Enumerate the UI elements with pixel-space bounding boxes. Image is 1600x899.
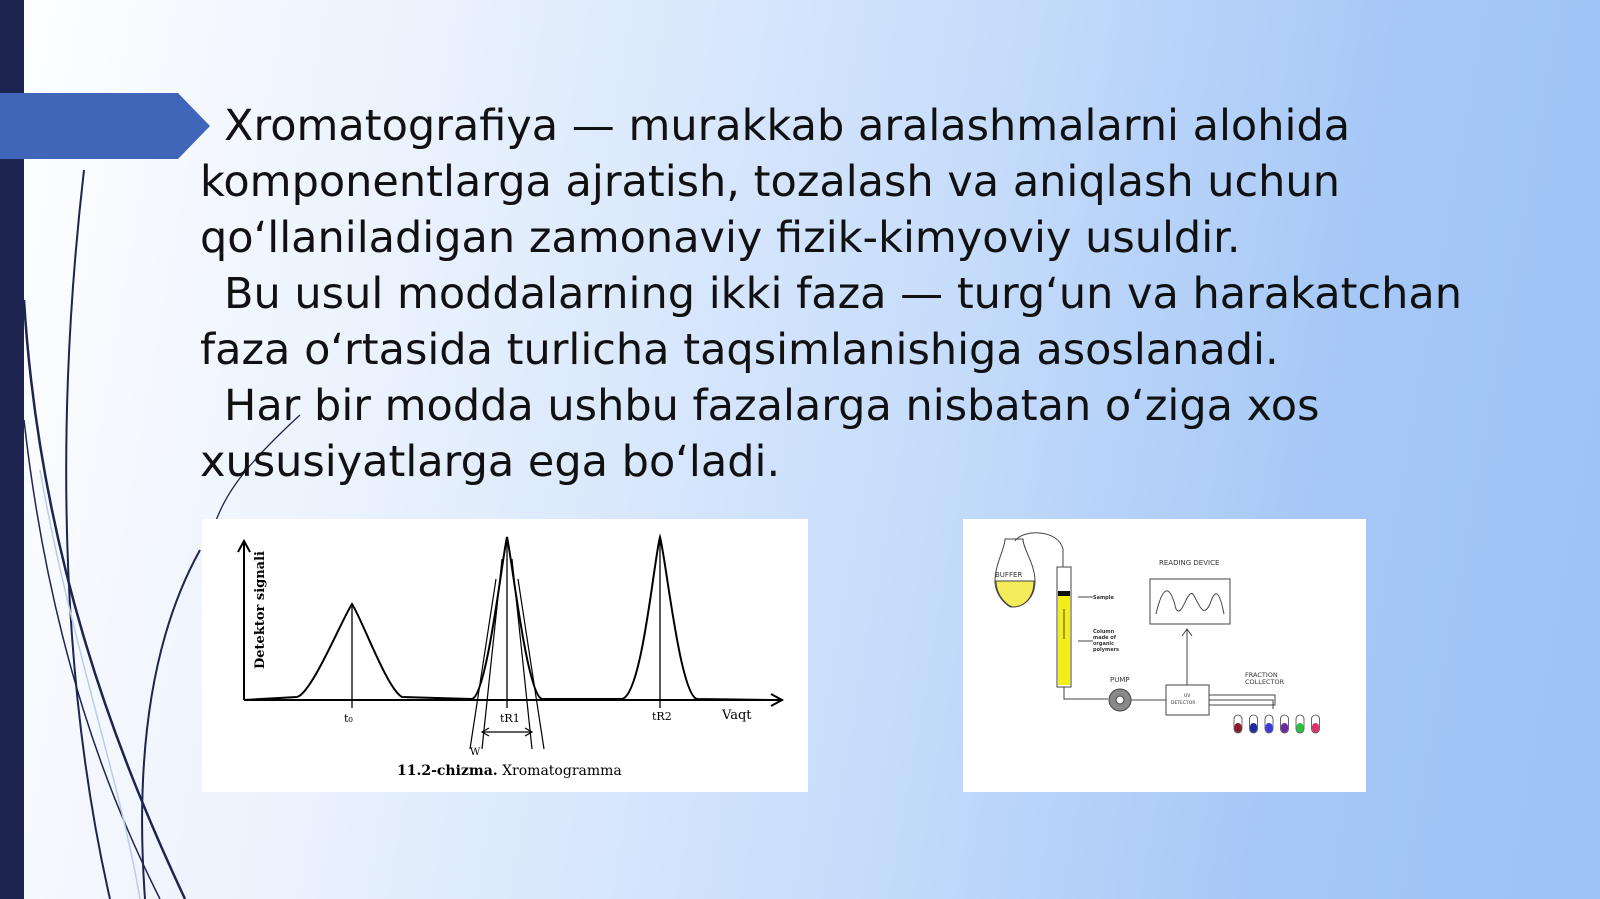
- collector-label-2: COLLECTOR: [1245, 678, 1285, 686]
- column-packing: [1058, 595, 1070, 685]
- peak-markers: [352, 537, 660, 708]
- reading-device-box: [1150, 579, 1230, 624]
- y-axis-label: Detektor signali: [253, 551, 268, 669]
- title-arrow-tab: [0, 93, 210, 159]
- body-text: [200, 98, 1500, 490]
- figure-caption: [397, 763, 622, 779]
- chromatogram-axes: [238, 541, 782, 706]
- column-label-1: Column: [1093, 629, 1115, 635]
- column-label-2: made of: [1093, 635, 1116, 641]
- reading-device-label: READING DEVICE: [1159, 559, 1220, 567]
- chromatogram-trace: [244, 537, 772, 700]
- apparatus-drawing: [963, 519, 1366, 792]
- caption-number: 11.2-chizma.: [397, 763, 498, 779]
- paragraph-properties: Har bir modda ushbu fazalarga nisbatan oʻziga xos xususiyatlarga ega boʻladi.: [200, 381, 1320, 487]
- detector-label-2: DETECTOR: [1171, 701, 1196, 706]
- fraction-tube-liquid: [1235, 723, 1242, 733]
- peak-label-t0: t₀: [344, 712, 353, 725]
- paragraph-principle: Bu usul moddalarning ikki faza — turgʻun va harakatchan faza oʻrtasida turlicha taqsimlanishiga asoslanadi.: [200, 269, 1462, 375]
- detector-label-1: UV: [1184, 694, 1191, 699]
- sample-band: [1058, 591, 1070, 596]
- sample-label: Sample: [1093, 595, 1114, 601]
- fraction-tube-liquid: [1297, 723, 1304, 733]
- x-axis-label: Vaqt: [722, 708, 752, 723]
- fraction-tube-liquid: [1281, 723, 1288, 733]
- peak-label-tr1: tR1: [500, 712, 520, 725]
- chromatogram-drawing: [202, 519, 808, 792]
- chromatogram-figure: [202, 519, 808, 792]
- width-label: W: [470, 747, 481, 758]
- paragraph-definition: Xromatografiya — murakkab aralashmalarni alohida komponentlarga ajratish, tozalash va aniqlash uchun qoʻllaniladigan zamonaviy fizik-kimyoviy usuldir.: [200, 101, 1351, 263]
- fraction-tube-liquid: [1266, 723, 1273, 733]
- fraction-tubes: [1234, 715, 1320, 733]
- fraction-tube-liquid: [1312, 723, 1319, 733]
- uv-detector-box: [1166, 685, 1209, 715]
- apparatus-figure: [963, 519, 1366, 792]
- collector-label-1: FRACTION: [1245, 671, 1278, 679]
- caption-title: Xromatogramma: [497, 763, 622, 779]
- column-label-4: polymers: [1093, 647, 1120, 653]
- column-label-3: organic: [1093, 641, 1115, 647]
- peak-label-tr2: tR2: [652, 710, 672, 723]
- pump-label: PUMP: [1110, 676, 1130, 684]
- fraction-tube-liquid: [1250, 723, 1257, 733]
- buffer-label: BUFFER: [995, 571, 1023, 579]
